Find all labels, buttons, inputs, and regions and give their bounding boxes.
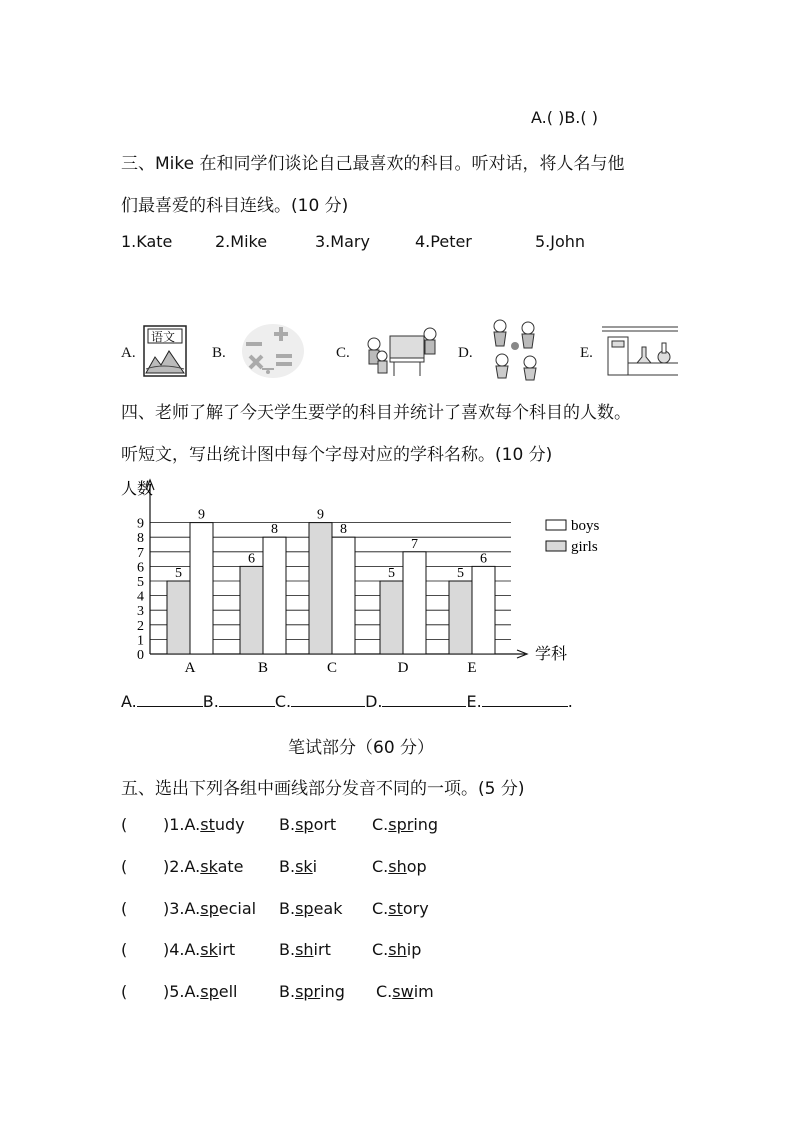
bar-value-label: 8 (340, 522, 347, 538)
y-tick-label: 3 (137, 604, 144, 620)
bar-girls (309, 523, 332, 654)
y-tick-label: 2 (137, 618, 144, 634)
section4-title-line2: 听短文，写出统计图中每个字母对应的学科名称。(10 分) (121, 445, 553, 465)
bar-value-label: 6 (248, 551, 255, 567)
legend-swatch-boys (546, 520, 566, 530)
question-option-c: C.ship (372, 940, 422, 959)
bar-value-label: 9 (317, 507, 324, 523)
bar-girls (167, 581, 190, 654)
pe-sports-icon (484, 316, 546, 386)
question-option-b: B.shirt (279, 940, 331, 959)
bar-value-label: 6 (480, 551, 487, 567)
written-part-title: 笔试部分（60 分） (288, 738, 435, 758)
question-row (121, 857, 541, 879)
question-row (121, 982, 541, 1004)
bar-value-label: 5 (457, 566, 464, 581)
answer-blank-a[interactable] (137, 692, 203, 707)
music-piano-icon (362, 322, 438, 382)
open-paren: ( (121, 982, 128, 1001)
bar-boys (332, 537, 355, 654)
bar-value-label: 5 (175, 566, 182, 581)
question-option-b: B.spring (279, 982, 345, 1001)
answer-label-b: B. (202, 692, 219, 711)
y-tick-label: 4 (137, 589, 144, 605)
answer-label-c: C. (274, 692, 292, 711)
y-tick-label: 0 (137, 648, 144, 663)
legend-label-boys: boys (571, 518, 600, 534)
bar-girls (449, 581, 472, 654)
x-tick-label: C (326, 660, 338, 676)
picture-label: C. (336, 345, 350, 361)
bar-chart (115, 474, 600, 679)
picture-label: E. (580, 345, 593, 361)
question-option-c: C.spring (372, 815, 439, 834)
name-item: 1.Kate (121, 232, 173, 251)
question-row (121, 940, 541, 962)
section3-title-line1: 三、Mike 在和同学们谈论自己最喜欢的科目。听对话，将人名与他 (121, 154, 625, 174)
x-tick-label: A (184, 660, 196, 676)
picture-label: D. (458, 345, 473, 361)
answer-blank-b[interactable] (219, 692, 275, 707)
picture-label: B. (212, 345, 226, 361)
answer-blank-e[interactable] (482, 692, 568, 707)
question-option-a: )5.A.spell (163, 982, 238, 1001)
question-option-c: C.story (372, 899, 429, 918)
question-option-a: )3.A.special (163, 899, 257, 918)
question-option-a: )4.A.skirt (163, 940, 236, 959)
bar-boys (403, 552, 426, 654)
name-item: 5.John (535, 232, 586, 251)
book-cover-text: 语文 (151, 330, 176, 344)
picture-label: A. (121, 345, 136, 361)
answer-end: . (567, 692, 573, 711)
bar-value-label: 5 (388, 566, 395, 581)
y-tick-label: 8 (137, 531, 144, 547)
bar-value-label: 9 (198, 507, 205, 523)
question-option-c: C.swim (376, 982, 434, 1001)
open-paren: ( (121, 815, 128, 834)
question-option-b: B.speak (279, 899, 343, 918)
y-tick-label: 9 (137, 516, 144, 532)
x-axis-title: 学科 (535, 646, 568, 663)
section4-answer-line (121, 692, 573, 711)
question-option-b: B.ski (279, 857, 318, 876)
y-tick-label: 6 (137, 560, 144, 576)
name-item: 2.Mike (215, 232, 268, 251)
chinese-book-icon (143, 325, 187, 381)
open-paren: ( (121, 857, 128, 876)
y-tick-label: 7 (137, 545, 144, 561)
x-tick-label: D (397, 660, 409, 676)
bar-boys (472, 566, 495, 654)
name-item: 4.Peter (415, 232, 472, 251)
bar-value-label: 7 (411, 536, 418, 552)
section3-names (0, 232, 794, 254)
question-option-b: B.sport (279, 815, 337, 834)
bar-girls (240, 566, 263, 654)
open-paren: ( (121, 899, 128, 918)
math-symbols-icon (240, 322, 306, 384)
answer-choices-top: A.( )B.( ) (531, 108, 598, 127)
x-tick-label: E (467, 660, 477, 676)
legend-label-girls: girls (571, 539, 598, 555)
legend-swatch-girls (546, 541, 566, 551)
bar-value-label: 8 (271, 522, 278, 538)
science-lab-icon (602, 325, 678, 381)
question-option-a: )2.A.skate (163, 857, 244, 876)
bar-boys (263, 537, 286, 654)
answer-label-a: A. (121, 692, 137, 711)
section4-title-line1: 四、老师了解了今天学生要学的科目并统计了喜欢每个科目的人数。 (121, 403, 631, 423)
open-paren: ( (121, 940, 128, 959)
question-row (121, 899, 541, 921)
y-tick-label: 5 (137, 575, 144, 590)
answer-label-d: D. (365, 692, 383, 711)
bar-girls (380, 581, 403, 654)
y-axis-title: 人数 (121, 481, 154, 498)
x-tick-label: B (257, 660, 269, 676)
bar-boys (190, 523, 213, 654)
section5-title: 五、选出下列各组中画线部分发音不同的一项。(5 分) (121, 779, 525, 799)
question-row (121, 815, 541, 837)
answer-blank-c[interactable] (291, 692, 365, 707)
question-option-c: C.shop (372, 857, 427, 876)
answer-label-e: E. (466, 692, 482, 711)
name-item: 3.Mary (315, 232, 370, 251)
answer-blank-d[interactable] (382, 692, 466, 707)
section3-title-line2: 们最喜爱的科目连线。(10 分) (121, 196, 349, 216)
question-option-a: )1.A.study (163, 815, 245, 834)
y-tick-label: 1 (137, 633, 144, 649)
